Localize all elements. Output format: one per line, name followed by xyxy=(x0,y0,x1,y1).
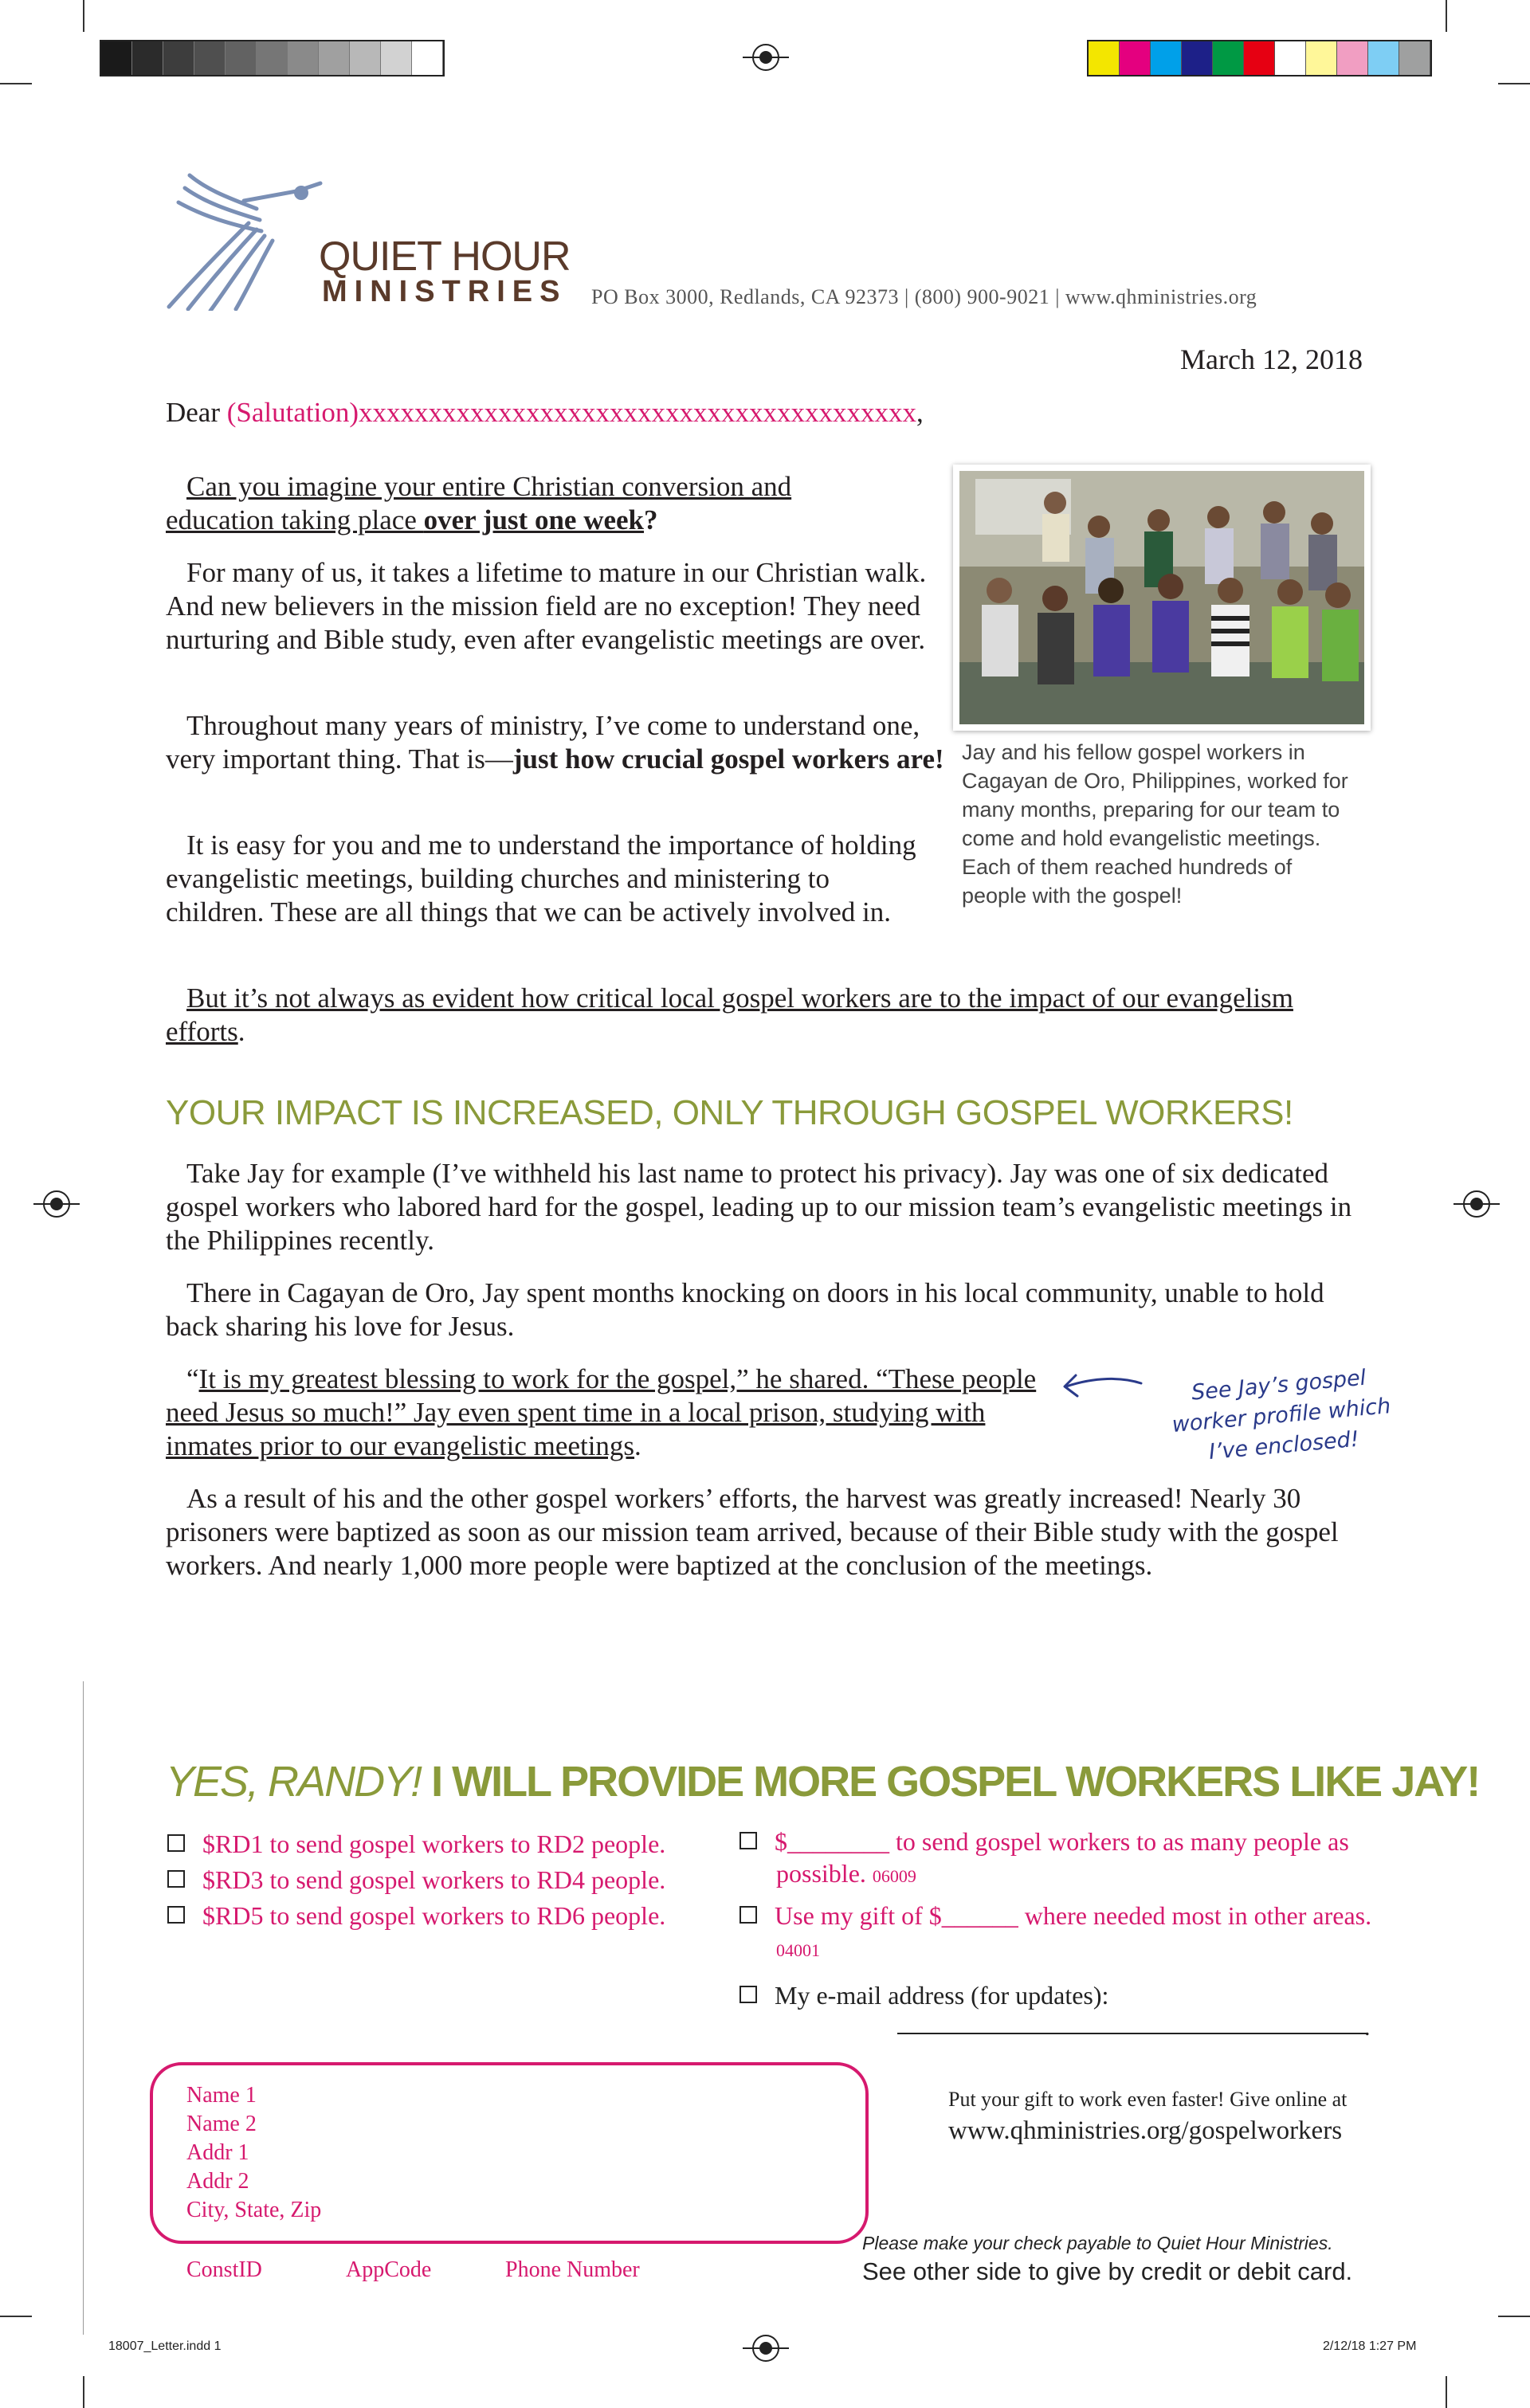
paragraph-5 xyxy=(166,982,1361,1049)
logo-wordmark: QUIET HOUR xyxy=(319,233,571,280)
gift-option-2[interactable] xyxy=(167,1864,665,1896)
crop-mark xyxy=(1446,2376,1447,2408)
email-line-end: . xyxy=(1364,2014,1371,2041)
gray-swatch xyxy=(163,41,194,75)
color-swatch xyxy=(1306,41,1337,75)
crop-mark xyxy=(1446,0,1447,32)
paragraph-9: As a result of his and the other gospel workers’ efforts, the harvest was greatly increased! Nearly 30 prisoners were baptized as soon as our mission team arrived, because of their Bible study with the gospel workers. And nearly 1,000 more people were baptized at the conclusion of the meetings. xyxy=(166,1483,1339,1581)
paragraph-3 xyxy=(166,709,947,776)
app-code-field: AppCode xyxy=(346,2257,432,2282)
logo-subtitle: MINISTRIES xyxy=(322,275,567,308)
crop-mark xyxy=(1498,2316,1530,2317)
color-swatch xyxy=(1182,41,1213,75)
gray-swatch xyxy=(412,41,443,75)
email-write-line[interactable] xyxy=(897,2033,1367,2034)
gray-swatch xyxy=(257,41,288,75)
gift-option-3[interactable] xyxy=(167,1900,665,1931)
response-heading xyxy=(166,1757,1479,1806)
color-swatch xyxy=(1120,41,1151,75)
p1-bold: over just one week xyxy=(423,504,645,535)
gift-option-1[interactable] xyxy=(167,1828,665,1860)
paragraph-1 xyxy=(166,470,899,537)
gift-option-label: $________ to send gospel workers to as many people as possible. xyxy=(775,1827,1349,1888)
crop-mark xyxy=(83,0,84,32)
section-heading: YOUR IMPACT IS INCREASED, ONLY THROUGH GOSPEL WORKERS! xyxy=(166,1093,1293,1132)
p1-end: ? xyxy=(644,504,658,535)
give-online-url[interactable]: www.qhministries.org/gospelworkers xyxy=(948,2116,1343,2145)
grayscale-color-bar xyxy=(100,40,445,76)
pledge-text: I WILL PROVIDE MORE GOSPEL WORKERS LIKE JAY! xyxy=(421,1758,1480,1806)
color-swatch xyxy=(1151,41,1182,75)
yes-randy-text: YES, RANDY! xyxy=(166,1758,422,1806)
checkbox-icon[interactable] xyxy=(167,1834,185,1852)
p3-bold: just how crucial gospel workers are! xyxy=(512,743,944,775)
color-swatch xyxy=(1275,41,1306,75)
gift-option-label: $RD3 to send gospel workers to RD4 people. xyxy=(202,1865,666,1894)
gift-option-general[interactable] xyxy=(740,1900,1406,1967)
paragraph-6: Take Jay for example (I’ve withheld his last name to protect his privacy). Jay was one of six dedicated gospel workers who labored hard for the gospel, leading up to our mission team’s evangelistic meetings in the Philippines recently. xyxy=(166,1158,1352,1256)
checkbox-icon[interactable] xyxy=(740,1906,757,1924)
gray-swatch xyxy=(132,41,163,75)
handwritten-arrow-icon xyxy=(1058,1369,1146,1409)
crop-mark xyxy=(0,2316,32,2317)
gift-option-label: $RD1 to send gospel workers to RD2 people. xyxy=(202,1830,666,1858)
p3-text: Throughout many years of ministry, I’ve come to understand one, very important thing. That is— xyxy=(166,710,920,775)
see-other-side-note: See other side to give by credit or debit card. xyxy=(862,2257,1353,2285)
letter-date: March 12, 2018 xyxy=(1180,343,1363,375)
gray-swatch xyxy=(319,41,350,75)
contact-info: PO Box 3000, Redlands, CA 92373 | (800) 900-9021 | www.qhministries.org xyxy=(591,285,1257,308)
salutation-merge-field: (Salutation)xxxxxxxxxxxxxxxxxxxxxxxxxxxxxxxxxxxxxxxx xyxy=(226,397,917,428)
check-payable-note: Please make your check payable to Quiet Hour Ministries. xyxy=(862,2233,1333,2253)
color-swatch xyxy=(1399,41,1430,75)
crop-mark xyxy=(1498,83,1530,84)
color-swatch xyxy=(1337,41,1368,75)
address-block xyxy=(186,2081,321,2225)
print-timestamp: 2/12/18 1:27 PM xyxy=(1323,2339,1417,2353)
checkbox-icon[interactable] xyxy=(167,1870,185,1888)
fold-line xyxy=(83,1681,84,2335)
gospel-workers-photo xyxy=(953,465,1371,731)
p8-open-quote: “ xyxy=(186,1363,199,1394)
gift-option-label: Use my gift of $______ where needed most in other areas. xyxy=(775,1901,1372,1930)
paragraph-4: It is easy for you and me to understand the importance of holding evangelistic meetings, building churches and ministering to children. These are all things that we can be actively involved in. xyxy=(166,829,916,928)
email-option[interactable] xyxy=(740,1979,1108,2011)
handwritten-note: See Jay’s gospel worker profile which I’ve enclosed! xyxy=(1171,1365,1392,1465)
crop-mark xyxy=(83,2376,84,2408)
address-city-state-zip: City, State, Zip xyxy=(186,2198,322,2222)
p8-quote: It is my greatest blessing to work for the gospel,” he shared. “These people need Jesus so much!” Jay even spent time in a local prison, studying with inmates prior to our evangelistic meetings xyxy=(166,1363,1037,1461)
checkbox-icon[interactable] xyxy=(740,1986,757,2003)
dear-text: Dear xyxy=(166,397,227,428)
give-online-text: Put your gift to work even faster! Give online at xyxy=(948,2088,1348,2111)
p5-end: . xyxy=(237,1016,245,1047)
paragraph-7: There in Cagayan de Oro, Jay spent months knocking on doors in his local community, unable to hold back sharing his love for Jesus. xyxy=(166,1277,1324,1342)
const-id-field: ConstID xyxy=(186,2257,262,2282)
salutation-line xyxy=(166,397,924,429)
p1-text: Can you imagine your entire Christian conversion and education taking place xyxy=(166,471,792,535)
gift-option-label: $RD5 to send gospel workers to RD6 people. xyxy=(202,1901,666,1930)
registration-mark-icon xyxy=(752,2335,779,2362)
registration-mark-icon xyxy=(43,1190,70,1218)
color-swatch xyxy=(1368,41,1399,75)
gray-swatch xyxy=(381,41,412,75)
paragraph-2: For many of us, it takes a lifetime to mature in our Christian walk. And new believers in the mission field are no exception! They need nurturing and Bible study, even after evangelistic meetings are over. xyxy=(166,557,927,655)
crop-mark xyxy=(0,83,32,84)
gray-swatch xyxy=(101,41,132,75)
color-swatch xyxy=(1244,41,1275,75)
gray-swatch xyxy=(194,41,226,75)
address-name-2: Name 2 xyxy=(186,2112,257,2136)
address-line-1: Addr 1 xyxy=(186,2140,249,2165)
checkbox-icon[interactable] xyxy=(167,1906,185,1924)
color-swatch xyxy=(1089,41,1120,75)
photo-caption: Jay and his fellow gospel workers in Cagayan de Oro, Philippines, worked for many months, preparing for our team to come and hold evangelistic meetings. Each of them reached hundreds of people with the gospel! xyxy=(962,740,1348,908)
email-label: My e-mail address (for updates): xyxy=(775,1981,1109,2010)
angel-trumpet-icon xyxy=(161,159,328,311)
gift-option-custom[interactable] xyxy=(740,1826,1406,1892)
p5-text: But it’s not always as evident how critical local gospel workers are to the impact of our evangelism efforts xyxy=(166,982,1293,1047)
process-color-bar xyxy=(1087,40,1432,76)
address-line-2: Addr 2 xyxy=(186,2169,249,2194)
phone-number-field: Phone Number xyxy=(505,2257,640,2282)
file-slug: 18007_Letter.indd 1 xyxy=(108,2339,222,2353)
gray-swatch xyxy=(350,41,381,75)
appeal-code: 06009 xyxy=(872,1866,916,1886)
appeal-code: 04001 xyxy=(776,1940,820,1960)
registration-mark-icon xyxy=(752,44,779,71)
address-name-1: Name 1 xyxy=(186,2083,257,2108)
checkbox-icon[interactable] xyxy=(740,1832,757,1849)
registration-mark-icon xyxy=(1463,1190,1490,1218)
gray-swatch xyxy=(226,41,257,75)
p8-end: . xyxy=(634,1430,641,1461)
color-swatch xyxy=(1213,41,1244,75)
gray-swatch xyxy=(288,41,319,75)
paragraph-8 xyxy=(166,1363,1042,1463)
comma: , xyxy=(916,397,924,428)
